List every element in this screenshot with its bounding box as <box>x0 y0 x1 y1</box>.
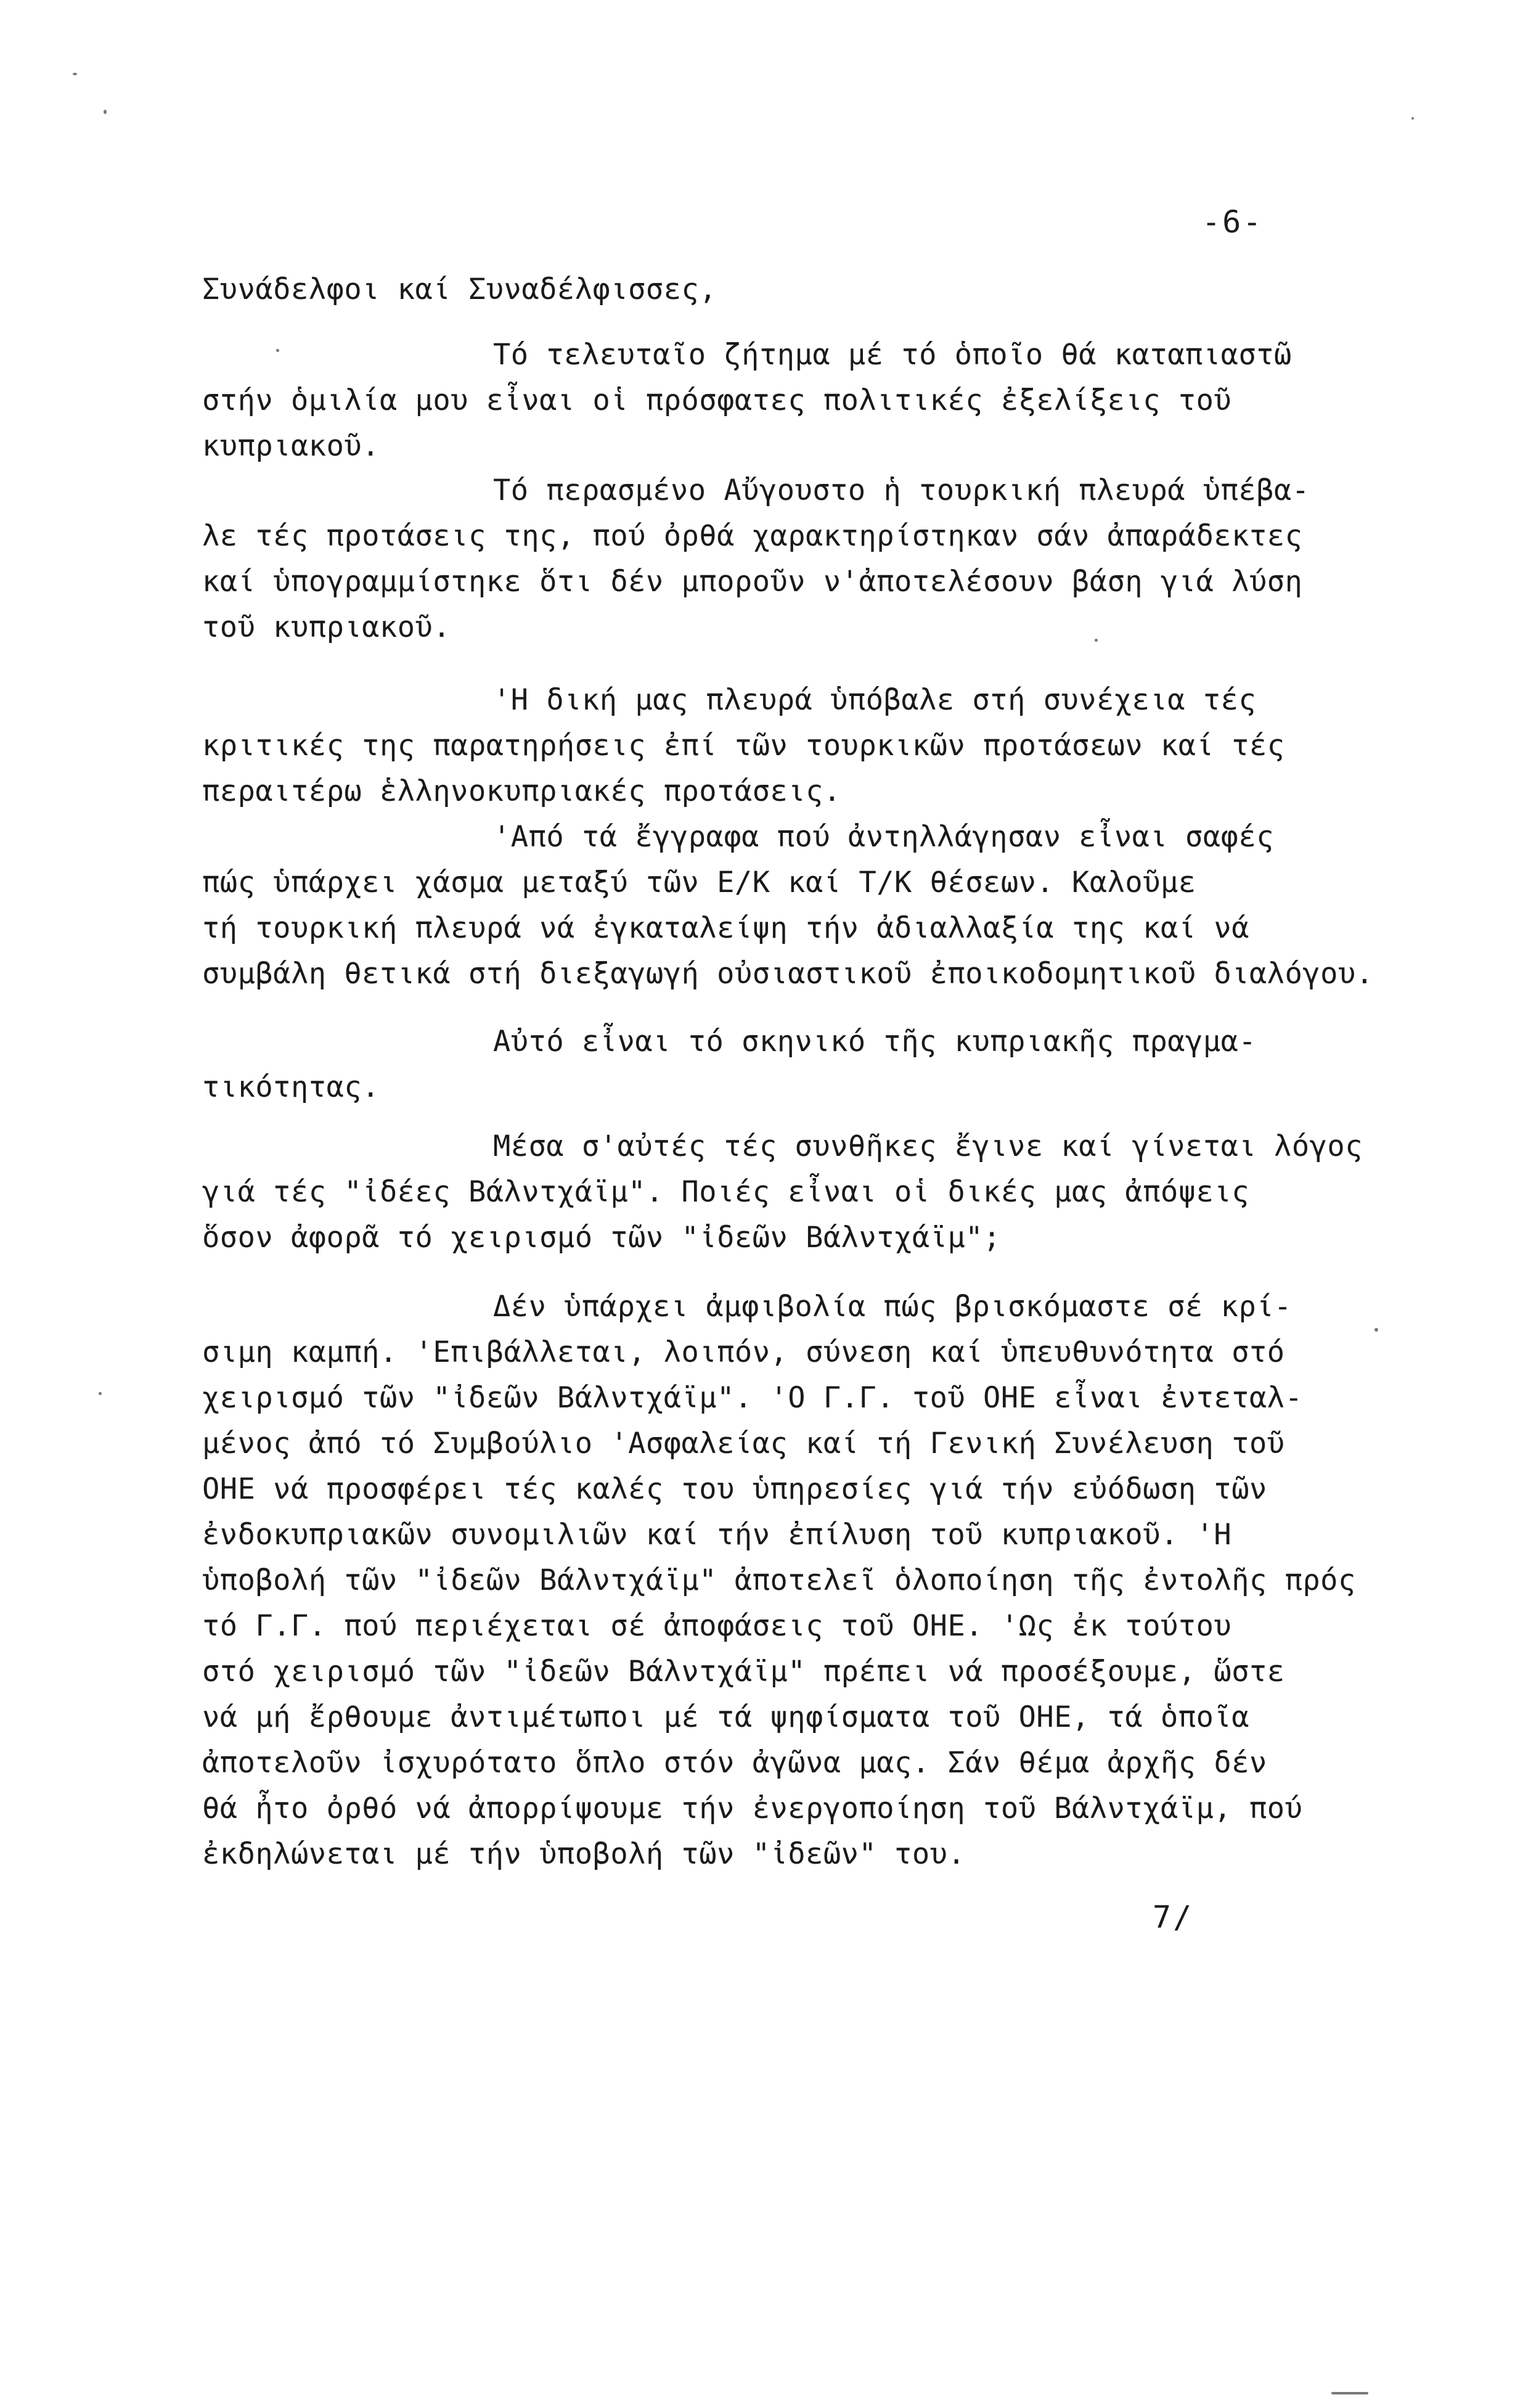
text-line: λε τές προτάσεις της, πού ὀρθά χαρακτηρίστηκαν σάν ἀπαράδεκτες <box>202 519 1303 553</box>
text-line: περαιτέρω ἑλληνοκυπριακές προτάσεις. <box>202 774 841 808</box>
text-line: ἀποτελοῦν ἰσχυρότατο ὅπλο στόν ἀγῶνα μας. Σάν θέμα ἀρχῆς δέν <box>202 1746 1267 1780</box>
text-line: στήν ὁμιλία μου εἶναι οἱ πρόσφατες πολιτικές ἐξελίξεις τοῦ <box>202 383 1232 417</box>
text-line: σιμη καμπή. 'Επιβάλλεται, λοιπόν, σύνεση καί ὑπευθυνότητα στό <box>202 1335 1285 1369</box>
text-line: τοῦ κυπριακοῦ. <box>202 610 451 644</box>
scan-speck <box>73 73 77 75</box>
scan-speck <box>1411 117 1414 120</box>
text-line: νά μή ἔρθουμε ἀντιμέτωποι μέ τά ψηφίσματα τοῦ ΟΗΕ, τά ὁποῖα <box>202 1700 1249 1734</box>
text-line: πώς ὑπάρχει χάσμα μεταξύ τῶν Ε/Κ καί Τ/Κ θέσεων. Καλοῦμε <box>202 866 1196 899</box>
text-line: Μέσα σ'αὐτές τές συνθῆκες ἔγινε καί γίνεται λόγος <box>493 1129 1363 1163</box>
text-line: συμβάλη θετικά στή διεξαγωγή οὐσιαστικοῦ ἐποικοδομητικοῦ διαλόγου. <box>202 957 1374 991</box>
continuation-marker: 7/ <box>1153 1899 1194 1935</box>
scan-speck <box>99 1392 102 1395</box>
text-line: Δέν ὑπάρχει ἀμφιβολία πώς βρισκόμαστε σέ κρί- <box>493 1290 1292 1324</box>
text-line: ΟΗΕ νά προσφέρει τές καλές του ὑπηρεσίες γιά τήν εὐόδωση τῶν <box>202 1472 1267 1506</box>
scan-speck <box>1331 2392 1368 2394</box>
text-line: τό Γ.Γ. πού περιέχεται σέ ἀποφάσεις τοῦ ΟΗΕ. 'Ως ἐκ τούτου <box>202 1609 1232 1643</box>
text-line: θά ἦτο ὀρθό νά ἀπορρίψουμε τήν ἐνεργοποίηση τοῦ Βάλντχάϊμ, πού <box>202 1792 1303 1825</box>
text-line: στό χειρισμό τῶν "ἰδεῶν Βάλντχάϊμ" πρέπει νά προσέξουμε, ὥστε <box>202 1655 1285 1689</box>
page-number: -6- <box>1202 204 1264 240</box>
text-line: 'Από τά ἔγγραφα πού ἀντηλλάγησαν εἶναι σαφές <box>493 820 1275 854</box>
text-line: ὅσον ἀφορᾶ τό χειρισμό τῶν "ἰδεῶν Βάλντχάϊμ"; <box>202 1221 1001 1255</box>
text-line: ἐνδοκυπριακῶν συνομιλιῶν καί τήν ἐπίλυση τοῦ κυπριακοῦ. 'Η <box>202 1518 1232 1552</box>
text-line: καί ὑπογραμμίστηκε ὅτι δέν μποροῦν ν'ἀποτελέσουν βάση γιά λύση <box>202 565 1303 599</box>
text-line: τή τουρκική πλευρά νά ἐγκαταλείψη τήν ἀδιαλλαξία της καί νά <box>202 911 1249 945</box>
text-line: 'Η δική μας πλευρά ὑπόβαλε στή συνέχεια τές <box>493 683 1257 717</box>
text-line: Αὐτό εἶναι τό σκηνικό τῆς κυπριακῆς πραγμα- <box>493 1025 1257 1059</box>
text-line: ἐκδηλώνεται μέ τήν ὑποβολή τῶν "ἰδεῶν" του. <box>202 1837 966 1871</box>
scan-speck <box>104 110 107 114</box>
text-line: χειρισμό τῶν "ἰδεῶν Βάλντχάϊμ". 'Ο Γ.Γ. τοῦ ΟΗΕ εἶναι ἐντεταλ- <box>202 1381 1303 1415</box>
text-line: μένος ἀπό τό Συμβούλιο 'Ασφαλείας καί τή Γενική Συνέλευση τοῦ <box>202 1427 1285 1460</box>
scan-speck <box>1374 1328 1378 1332</box>
text-line: Τό τελευταῖο ζήτημα μέ τό ὁποῖο θά καταπιαστῶ <box>493 338 1292 372</box>
text-line: Τό περασμένο Αὔγουστο ἡ τουρκική πλευρά ὑπέβα- <box>493 473 1310 507</box>
salutation: Συνάδελφοι καί Συναδέλφισσες, <box>202 272 717 306</box>
scan-speck <box>276 349 279 352</box>
text-line: γιά τές "ἰδέες Βάλντχάϊμ". Ποιές εἶναι οἱ δικές μας ἀπόψεις <box>202 1175 1249 1209</box>
text-line: κριτικές της παρατηρήσεις ἐπί τῶν τουρκικῶν προτάσεων καί τές <box>202 729 1285 763</box>
scan-speck <box>1095 639 1098 642</box>
text-line: κυπριακοῦ. <box>202 429 380 463</box>
text-line: τικότητας. <box>202 1070 380 1104</box>
text-line: ὑποβολή τῶν "ἰδεῶν Βάλντχάϊμ" ἀποτελεῖ ὁλοποίηση τῆς ἐντολῆς πρός <box>202 1563 1356 1597</box>
